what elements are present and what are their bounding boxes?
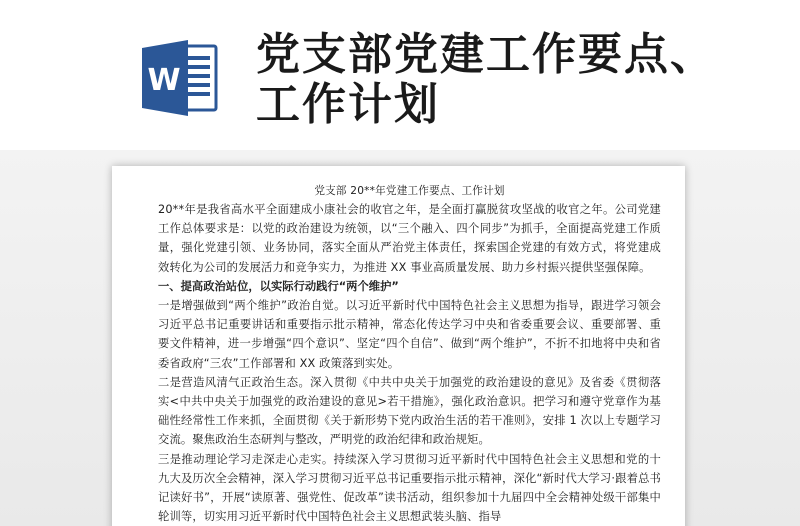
- document-page: [112, 166, 685, 526]
- section-heading: 一、提高政治站位，以实际行动践行“两个维护”: [158, 279, 399, 293]
- document-title: 党支部 20**年党建工作要点、工作计划: [314, 185, 505, 197]
- paragraph-1: 一是增强做到“两个维护”政治自觉。以习近平新时代中国特色社会主义思想为指导，跟进学习领会习近平总书记重要讲话和重要指示批示精神，常态化传达学习中央和省委重要会议、重要部署、重要文件精神，进一步增强“四个意识”、坚定“四个自信”、做到“两个维护”，不折不扣地将中央和省委省政府“三农”工作部署和 XX 政策落到实处。: [158, 299, 661, 370]
- intro-paragraph: 20**年是我省高水平全面建成小康社会的收官之年，是全面打赢脱贫攻坚战的收官之年。公司党建工作总体要求是：以党的政治建设为统领，以“三个融入、四个同步”为抓手，全面提高党建工作质量，强化党建引领、业务协同，落实全面从严治党主体责任，探索国企党建的有效方式，将党建成效转化为公司的发展活力和竞争实力，为推进 XX 事业高质量发展、助力乡村振兴提供坚强保障。: [158, 203, 661, 274]
- word-icon: [142, 38, 220, 118]
- paragraph-3: 三是推动理论学习走深走心走实。持续深入学习贯彻习近平新时代中国特色社会主义思想和党的十九大及历次全会精神，深入学习贯彻习近平总书记重要指示批示精神，深化“新时代大学习·跟着总书记读好书”，开展“读原著、强党性、促改革”读书活动，组织参加十九届四中全会精神处级干部集中轮训等，切实用习近平新时代中国特色社会主义思想武装头脑、指导: [158, 452, 661, 524]
- page-title: 党支部党建工作要点、工作计划: [256, 29, 716, 130]
- paragraph-2: 二是营造风清气正政治生态。深入贯彻《中共中央关于加强党的政治建设的意见》及省委《贯彻落实<中共中央关于加强党的政治建设的意见>若干措施》，强化政治意识。把学习和遵守党章作为基础性经常性工作来抓，全面贯彻《关于新形势下党内政治生活的若干准则》，安排 1 次以上专题学习交流。聚焦政治生态研判与整改，严明党的政治纪律和政治规矩。: [158, 375, 661, 447]
- word-icon-letter: W: [147, 63, 181, 98]
- header: [0, 0, 800, 160]
